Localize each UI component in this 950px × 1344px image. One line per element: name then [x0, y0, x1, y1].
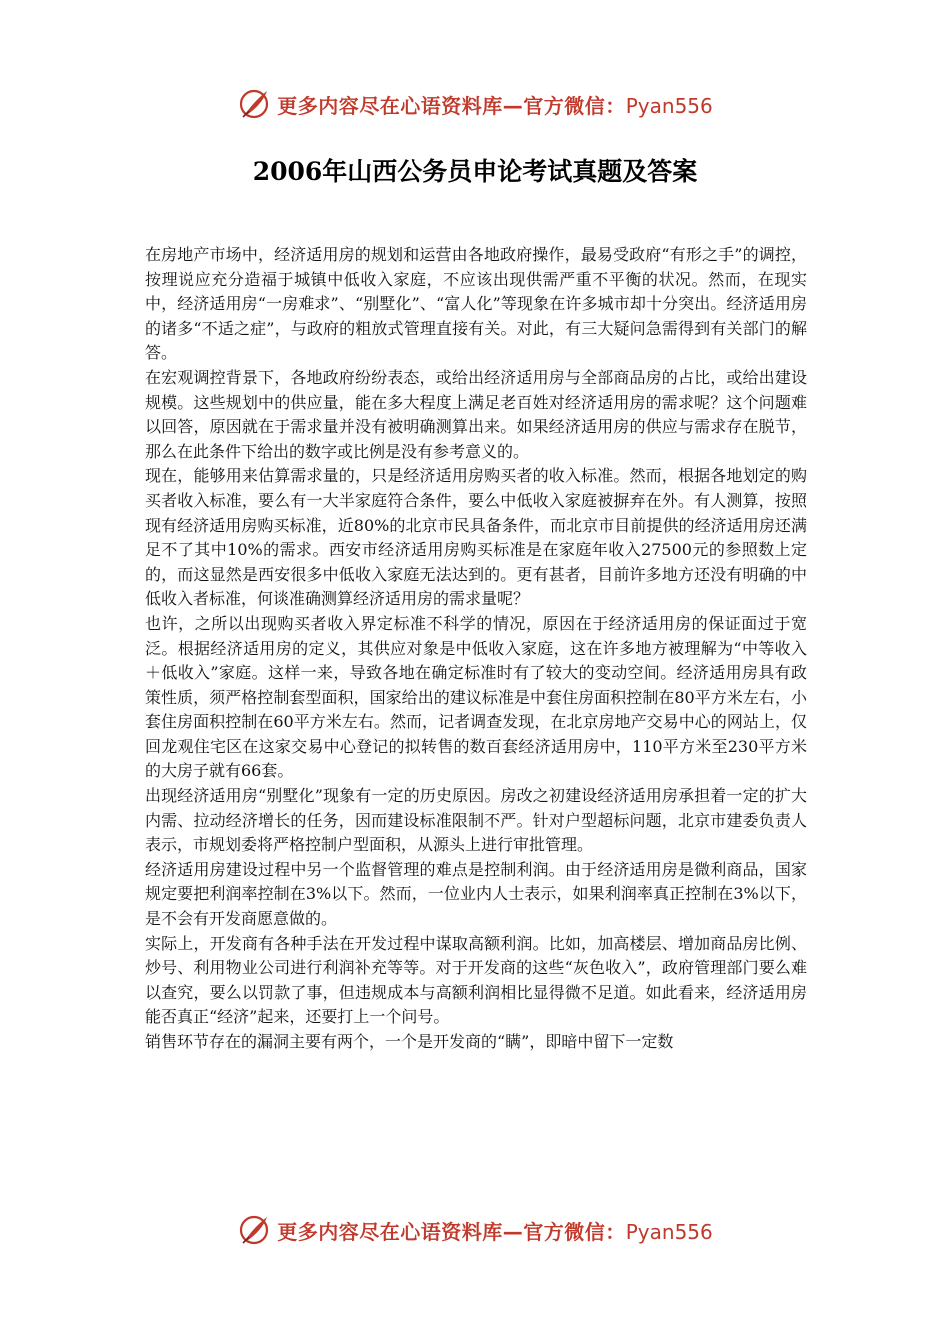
- quill-pen-logo-icon: [237, 87, 271, 121]
- paragraph: 实际上，开发商有各种手法在开发过程中谋取高额利润。比如，加高楼层、增加商品房比例、炒号、利用物业公司进行利润补充等等。对于开发商的这些“灰色收入”，政府管理部门要么难以查究，要么以罚款了事，但违规成本与高额利润相比显得微不足道。如此看来，经济适用房能否真正“经济”起来，还要打上一个问号。: [145, 933, 807, 1027]
- paragraph: 也许，之所以出现购买者收入界定标准不科学的情况，原因在于经济适用房的保证面过于宽泛。根据经济适用房的定义，其供应对象是中低收入家庭，这在许多地方被理解为“中等收入＋低收入”家庭。这样一来，导致各地在确定标准时有了较大的变动空间。经济适用房具有政策性质，须严格控制套型面积，国家给出的建议标准是中套住房面积控制在80平方米左右，小套住房面积控制在60平方米左右。然而，记者调查发现，在北京房地产交易中心的网站上，仅回龙观住宅区在这家交易中心登记的拟转售的数百套经济适用房中，110平方米至230平方米的大房子就有66套。: [145, 613, 807, 781]
- banner-text: [277, 1216, 713, 1245]
- banner-slogan: 更多内容尽在心语资料库—官方微信：: [277, 93, 626, 118]
- wechat-id: Pyan556: [625, 93, 713, 118]
- banner-text: [277, 90, 713, 119]
- page-title: 2006年山西公务员申论考试真题及答案: [252, 157, 698, 186]
- paragraph: 经济适用房建设过程中另一个监督管理的难点是控制利润。由于经济适用房是微利商品，国家规定要把利润率控制在3%以下。然而，一位业内人士表示，如果利润率真正控制在3%以下，是不会有开发商愿意做的。: [145, 859, 807, 929]
- paragraph: 在房地产市场中，经济适用房的规划和运营由各地政府操作，最易受政府“有形之手”的调控，按理说应充分造福于城镇中低收入家庭，不应该出现供需严重不平衡的状况。然而，在现实中，经济适用房“一房难求”、“别墅化”、“富人化”等现象在许多城市却十分突出。经济适用房的诸多“不适之症”，与政府的粗放式管理直接有关。对此，有三大疑问急需得到有关部门的解答。: [145, 245, 807, 363]
- footer-banner: [0, 1210, 950, 1250]
- header-banner: [0, 84, 950, 124]
- paragraph: 在宏观调控背景下，各地政府纷纷表态，或给出经济适用房与全部商品房的占比，或给出建设规模。这些规划中的供应量，能在多大程度上满足老百姓对经济适用房的需求呢？这个问题难以回答，原因就在于需求量并没有被明确测算出来。如果经济适用房的供应与需求存在脱节，那么在此条件下给出的数字或比例是没有参考意义的。: [145, 367, 807, 461]
- paragraph: 现在，能够用来估算需求量的，只是经济适用房购买者的收入标准。然而，根据各地划定的购买者收入标准，要么有一大半家庭符合条件，要么中低收入家庭被摒弃在外。有人测算，按照现有经济适用房购买标准，近80%的北京市民具备条件，而北京市目前提供的经济适用房还满足不了其中10%的需求。西安市经济适用房购买标准是在家庭年收入27500元的参照数上定的，而这显然是西安很多中低收入家庭无法达到的。更有甚者，目前许多地方还没有明确的中低收入者标准，何谈准确测算经济适用房的需求量呢？: [145, 466, 807, 609]
- paragraph: 销售环节存在的漏洞主要有两个，一个是开发商的“瞒”，即暗中留下一定数: [145, 1032, 674, 1051]
- quill-pen-logo-icon: [237, 1213, 271, 1247]
- banner-slogan: 更多内容尽在心语资料库—官方微信：: [277, 1219, 626, 1244]
- paragraph: 出现经济适用房“别墅化”现象有一定的历史原因。房改之初建设经济适用房承担着一定的扩大内需、拉动经济增长的任务，因而建设标准限制不严。针对户型超标问题，北京市建委负责人表示，市规划委将严格控制户型面积，从源头上进行审批管理。: [145, 786, 807, 855]
- article-body: [145, 243, 807, 1055]
- wechat-id: Pyan556: [625, 1219, 713, 1244]
